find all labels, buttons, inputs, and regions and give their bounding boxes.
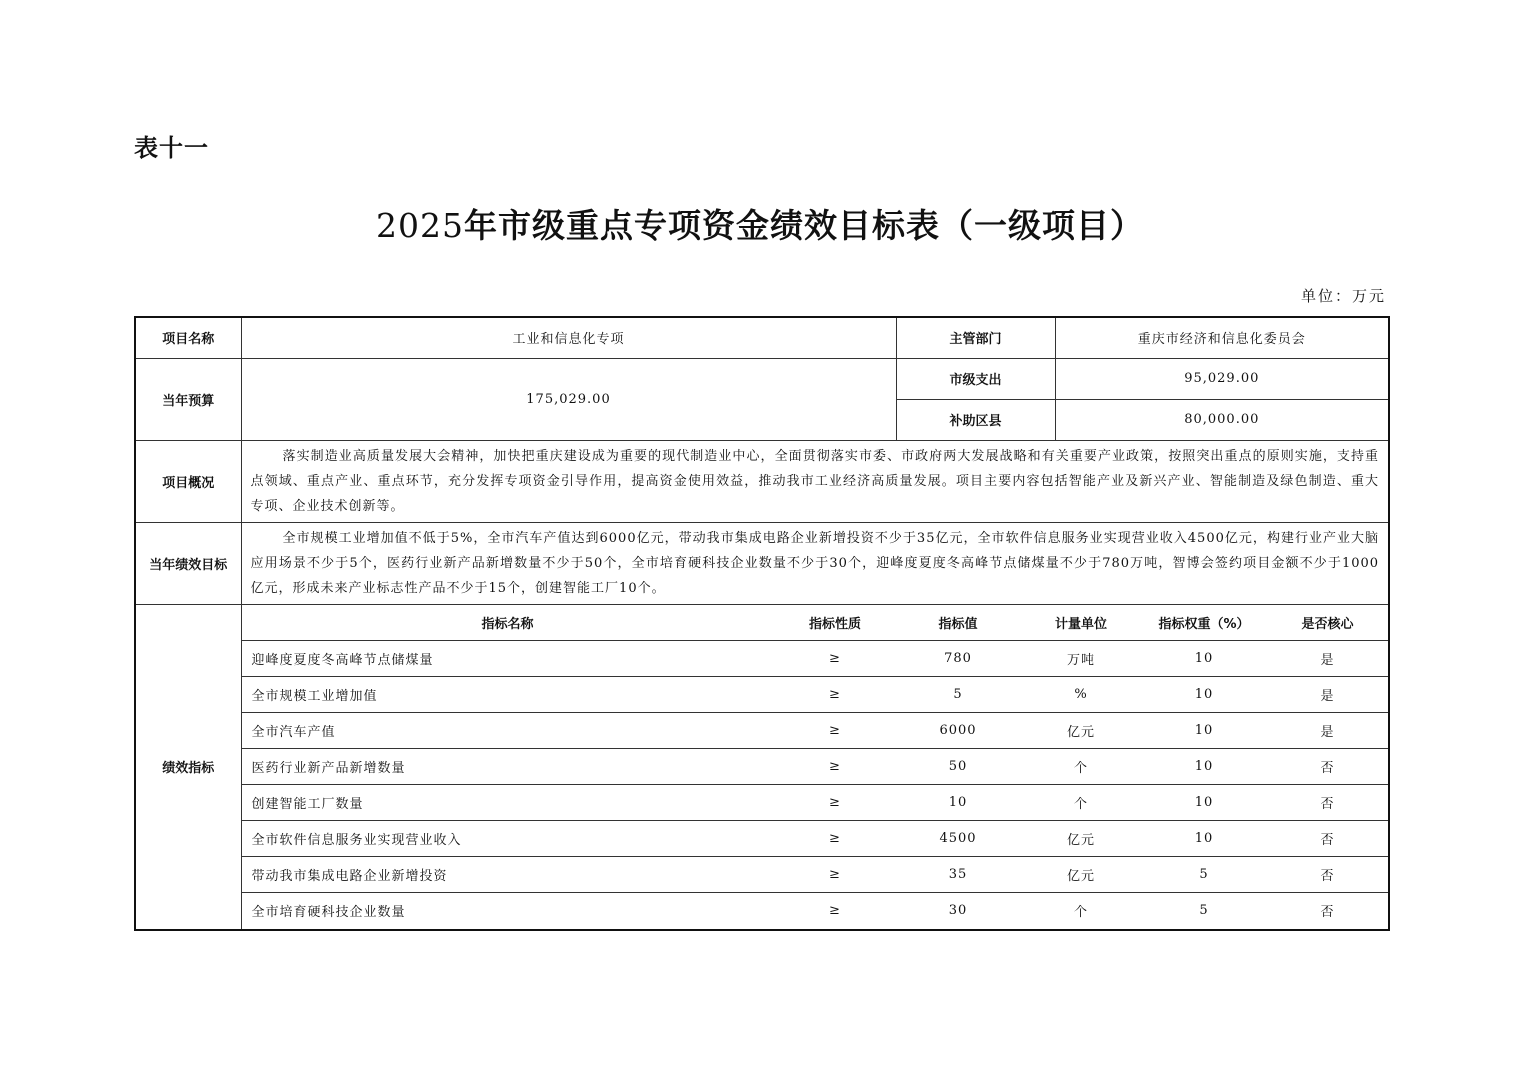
goal-label: 当年绩效目标: [135, 522, 241, 604]
table-row: [242, 749, 1390, 785]
indicator-core: 否: [1266, 749, 1390, 785]
indicator-name: 带动我市集成电路企业新增投资: [242, 857, 774, 893]
indicator-value: 6000: [897, 713, 1020, 749]
indicator-weight: 5: [1199, 903, 1209, 919]
overview-text: [241, 440, 1389, 522]
indicator-core: 否: [1266, 821, 1390, 857]
indicator-weight: 10: [1143, 785, 1266, 821]
overview-body: 落实制造业高质量发展大会精神，加快把重庆建设成为重要的现代制造业中心，全面贯彻落实市委、市政府两大发展战略和有关重要产业政策，按照突出重点的原则实施，支持重点领域、重点产业、重点环节，充分发挥专项资金引导作用，提高资金使用效益，推动我市工业经济高质量发展。项目主要内容包括智能产业及新兴产业、智能制造及绿色制造、重大专项、企业技术创新等。: [250, 448, 1380, 514]
indicator-unit: 个: [1020, 749, 1143, 785]
indicator-unit: 亿元: [1020, 857, 1143, 893]
indicator-unit: 亿元: [1020, 713, 1143, 749]
table-row: [242, 713, 1390, 749]
indicator-nature: ≥: [774, 785, 897, 821]
performance-target-table: [134, 316, 1390, 931]
indicator-name: 全市培育硬科技企业数量: [251, 905, 406, 921]
indicator-nature: ≥: [774, 641, 897, 677]
subsidy-label: 补助区县: [896, 399, 1055, 440]
indicator-nature: ≥: [829, 903, 841, 919]
subsidy-value: 80,000.00: [1055, 399, 1389, 440]
header-indicator-name: 指标名称: [242, 605, 774, 641]
indicator-header-row: [242, 605, 1390, 641]
city-expense-label: 市级支出: [896, 358, 1055, 399]
unit-label: 单位：万元: [1300, 287, 1386, 305]
header-indicator-nature: 指标性质: [774, 605, 897, 641]
indicator-value: 30: [948, 903, 968, 919]
goal-body: 全市规模工业增加值不低于5%，全市汽车产值达到6000亿元，带动我市集成电路企业新增投资不少于35亿元，全市软件信息服务业实现营业收入4500亿元，构建行业产业大脑应用场景不少于5个，医药行业新产品新增数量不少于50个，全市培育硬科技企业数量不少于30个，迎峰度夏度冬高峰节点储煤量不少于780万吨，智博会签约项目金额不少于1000亿元，形成未来产业标志性产品不少于15个，创建智能工厂10个。: [250, 530, 1380, 596]
table-row: [242, 641, 1390, 677]
indicator-value: 10: [897, 785, 1020, 821]
budget-label: 当年预算: [135, 358, 241, 440]
indicator-nature: ≥: [774, 677, 897, 713]
indicator-unit: 个: [1020, 785, 1143, 821]
indicator-weight: 10: [1143, 641, 1266, 677]
dept-value: 重庆市经济和信息化委员会: [1055, 317, 1389, 358]
indicator-core: 是: [1266, 677, 1390, 713]
table-row: [242, 785, 1390, 821]
table-row: [242, 677, 1390, 713]
indicator-name: 医药行业新产品新增数量: [242, 749, 774, 785]
indicator-core: 否: [1266, 785, 1390, 821]
indicator-table: [242, 605, 1390, 929]
goal-text: [241, 522, 1389, 604]
table-row: [242, 821, 1390, 857]
indicator-core: 是: [1266, 641, 1390, 677]
budget-row-city: [135, 358, 1389, 399]
dept-label: 主管部门: [896, 317, 1055, 358]
indicator-weight: 10: [1143, 713, 1266, 749]
title-text: 年市级重点专项资金绩效目标表（一级项目）: [463, 206, 1144, 245]
indicator-unit: %: [1020, 677, 1143, 713]
goal-row: [135, 522, 1389, 604]
title-year: 2025: [376, 206, 464, 245]
indicator-value: 780: [897, 641, 1020, 677]
page-title: [0, 200, 1520, 247]
indicator-core: 否: [1266, 857, 1390, 893]
indicator-core: 否: [1320, 905, 1335, 921]
indicator-nature: ≥: [774, 857, 897, 893]
indicator-value: 4500: [897, 821, 1020, 857]
overview-label: 项目概况: [135, 440, 241, 522]
indicator-nature: ≥: [774, 749, 897, 785]
indicator-unit: 个: [1073, 905, 1088, 921]
indicator-value: 50: [897, 749, 1020, 785]
table-row: [242, 893, 1390, 929]
indicator-core: 是: [1266, 713, 1390, 749]
indicators-cell: [241, 604, 1389, 930]
header-measure-unit: 计量单位: [1020, 605, 1143, 641]
header-indicator-value: 指标值: [897, 605, 1020, 641]
overview-row: [135, 440, 1389, 522]
indicator-nature: ≥: [774, 821, 897, 857]
indicator-nature: ≥: [774, 713, 897, 749]
project-name-label: 项目名称: [135, 317, 241, 358]
indicator-unit: 亿元: [1020, 821, 1143, 857]
indicator-weight: 10: [1143, 821, 1266, 857]
indicator-weight: 10: [1143, 677, 1266, 713]
indicator-weight: 5: [1143, 857, 1266, 893]
indicators-row: [135, 604, 1389, 930]
indicator-value: 35: [897, 857, 1020, 893]
city-expense-value: 95,029.00: [1055, 358, 1389, 399]
header-indicator-weight: 指标权重（%）: [1143, 605, 1266, 641]
table-number-label: 表十一: [134, 134, 209, 162]
budget-total: 175,029.00: [241, 358, 896, 440]
header-is-core: 是否核心: [1266, 605, 1390, 641]
indicator-name: 迎峰度夏度冬高峰节点储煤量: [242, 641, 774, 677]
indicator-unit: 万吨: [1020, 641, 1143, 677]
indicators-label: 绩效指标: [135, 604, 241, 930]
table-row: [242, 857, 1390, 893]
indicator-name: 全市汽车产值: [242, 713, 774, 749]
indicator-name: 全市软件信息服务业实现营业收入: [242, 821, 774, 857]
indicator-weight: 10: [1143, 749, 1266, 785]
indicator-name: 创建智能工厂数量: [242, 785, 774, 821]
indicator-name: 全市规模工业增加值: [242, 677, 774, 713]
project-name-value: 工业和信息化专项: [241, 317, 896, 358]
project-row: [135, 317, 1389, 358]
indicator-value: 5: [897, 677, 1020, 713]
